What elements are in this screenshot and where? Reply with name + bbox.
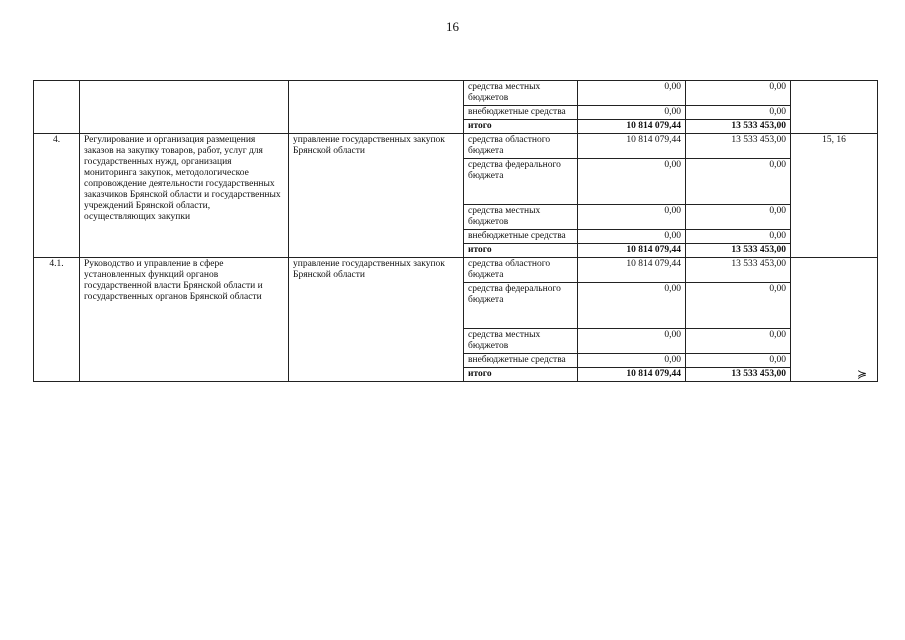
- total-label: итого: [464, 368, 578, 382]
- funding-source: средства местных бюджетов: [464, 329, 578, 354]
- item-number: 4.1.: [34, 258, 80, 382]
- budget-table: [33, 80, 878, 382]
- activity-description: Регулирование и организация размещения заказов на закупку товаров, работ, услуг для государственных нужд, организация мониторинга закупок, методологическое сопровождение деятельности государственных заказчиков Брянской области и государственных учреждений Брянской области, осуществляющих закупки: [80, 134, 289, 258]
- total-2025: 13 533 453,00: [686, 244, 791, 258]
- amount-2025: 0,00: [686, 230, 791, 244]
- amount-2025: 0,00: [686, 354, 791, 368]
- total-2024: 10 814 079,44: [578, 120, 686, 134]
- funding-source-label: средства федерального бюджета: [468, 284, 561, 305]
- amount-2024: 0,00: [578, 81, 686, 106]
- amount-2024: 0,00: [578, 159, 686, 205]
- funding-source: внебюджетные средства: [464, 230, 578, 244]
- amount-2025: 0,00: [686, 283, 791, 329]
- amount-2024: 0,00: [578, 329, 686, 354]
- activity-description: Руководство и управление в сфере установленных функций органов государственной власти Брянской области и государственных органов Брянской области: [80, 258, 289, 382]
- total-2024: 10 814 079,44: [578, 368, 686, 382]
- corner-mark-icon: ≽: [856, 367, 867, 381]
- funding-source: [464, 283, 578, 329]
- total-2024: 10 814 079,44: [578, 244, 686, 258]
- amount-2025: 13 533 453,00: [686, 134, 791, 159]
- funding-source-label: средства федерального бюджета: [468, 160, 561, 181]
- total-2025: 13 533 453,00: [686, 120, 791, 134]
- funding-source: внебюджетные средства: [464, 354, 578, 368]
- executor-name: управление государственных закупок Брянской области: [289, 134, 464, 258]
- table-row: [34, 258, 878, 283]
- amount-2025: 0,00: [686, 81, 791, 106]
- table-row: [34, 134, 878, 159]
- amount-2024: 10 814 079,44: [578, 134, 686, 159]
- refs-cell: 15, 16: [791, 134, 878, 258]
- refs-cell: [791, 81, 878, 134]
- funding-source: средства местных бюджетов: [464, 81, 578, 106]
- funding-source: внебюджетные средства: [464, 106, 578, 120]
- funding-source: средства местных бюджетов: [464, 205, 578, 230]
- total-label: итого: [464, 244, 578, 258]
- executor-cell: [289, 81, 464, 134]
- total-2025: 13 533 453,00: [686, 368, 791, 382]
- page-number: 16: [446, 19, 459, 34]
- amount-2025: 0,00: [686, 329, 791, 354]
- amount-2024: 0,00: [578, 106, 686, 120]
- amount-2024: 0,00: [578, 230, 686, 244]
- amount-2025: 0,00: [686, 159, 791, 205]
- amount-2024: 10 814 079,44: [578, 258, 686, 283]
- refs-cell: [791, 258, 878, 382]
- table-row: [34, 81, 878, 106]
- total-label: итого: [464, 120, 578, 134]
- amount-2024: 0,00: [578, 354, 686, 368]
- activity-cell: [80, 81, 289, 134]
- funding-source: [464, 159, 578, 205]
- num-cell: [34, 81, 80, 134]
- amount-2024: 0,00: [578, 205, 686, 230]
- amount-2024: 0,00: [578, 283, 686, 329]
- funding-source: средства областного бюджета: [464, 258, 578, 283]
- funding-source: средства областного бюджета: [464, 134, 578, 159]
- amount-2025: 13 533 453,00: [686, 258, 791, 283]
- executor-name: управление государственных закупок Брянской области: [289, 258, 464, 382]
- amount-2025: 0,00: [686, 106, 791, 120]
- item-number: 4.: [34, 134, 80, 258]
- amount-2025: 0,00: [686, 205, 791, 230]
